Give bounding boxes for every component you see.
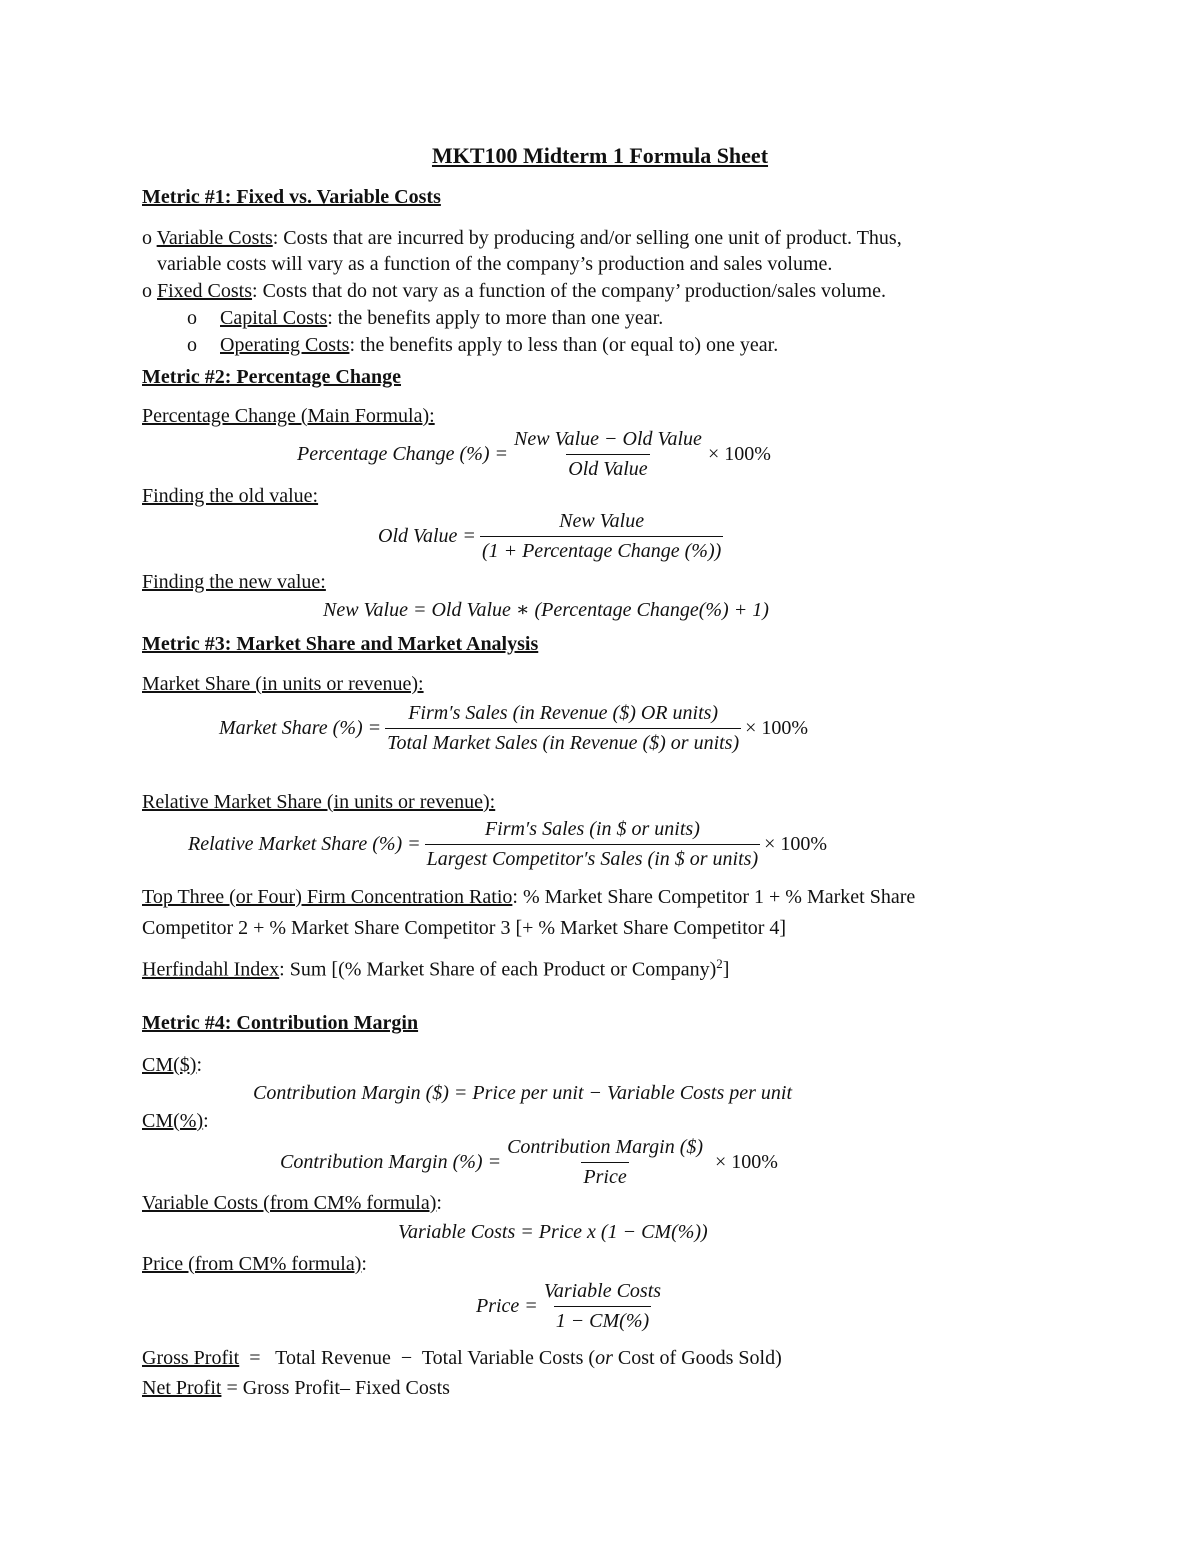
new-value-formula: New Value = Old Value ∗ (Percentage Change(%) + 1) [323,599,769,621]
percentage-change-label: Percentage Change (Main Formula): [142,405,435,427]
variable-costs-formula: Variable Costs = Price x (1 − CM(%)) [398,1221,708,1243]
cm-dollar-term: CM($) [142,1054,197,1076]
metric-2-heading: Metric #2: Percentage Change [142,366,401,388]
percentage-change-formula [297,428,771,481]
net-profit-text: = Gross Profit– Fixed Costs [221,1377,450,1399]
bullet: o [187,307,197,329]
colon: : [196,1054,203,1076]
variable-costs-term: Variable Costs [156,227,273,249]
numerator: Firm′s Sales (in Revenue ($) OR units) [408,702,719,724]
formula-lhs: Market Share (%) = [219,717,382,739]
price-formula-label [142,1254,367,1274]
metric-4-heading: Metric #4: Contribution Margin [142,1012,419,1034]
cm-percent-label [142,1111,209,1131]
net-profit-term: Net Profit [142,1377,222,1399]
variable-costs-formula-term: Variable Costs (from CM% formula) [142,1192,437,1214]
herfindahl-index-text: : Sum [(% Market Share of each Product or Company) [279,958,717,981]
denominator: Old Value [566,454,649,481]
operating-costs-definition [187,335,778,355]
formula-lhs: Contribution Margin (%) = [280,1151,502,1173]
operating-costs-text: : the benefits apply to less than (or equal to) one year. [349,334,779,356]
capital-costs-term: Capital Costs [220,307,328,329]
denominator: Largest Competitor′s Sales (in $ or units) [425,844,760,871]
metric-1-heading: Metric #1: Fixed vs. Variable Costs [142,186,441,208]
gross-profit-text: = Total Revenue − Total Variable Costs ( [239,1347,596,1369]
net-profit-definition [142,1378,450,1398]
fixed-costs-text: : Costs that do not vary as a function of the company’ production/sales volume. [252,280,886,302]
multiplier: × 100% [715,1151,778,1173]
relative-market-share-label: Relative Market Share (in units or revenue): [142,791,496,813]
bullet: o [142,280,152,302]
colon: : [203,1110,209,1132]
fraction [512,428,704,481]
variable-costs-definition [142,228,902,248]
numerator: Firm′s Sales (in $ or units) [484,818,700,840]
gross-profit-text-end: Cost of Goods Sold) [612,1347,782,1369]
numerator: Variable Costs [543,1280,662,1302]
bullet: o [187,334,197,356]
gross-profit-or: or [595,1347,613,1369]
concentration-ratio-definition [142,887,915,907]
contribution-margin-dollar-formula: Contribution Margin ($) = Price per unit − Variable Costs per unit [253,1082,793,1104]
denominator: Total Market Sales (in Revenue ($) or units) [385,728,741,755]
formula-lhs: Relative Market Share (%) = [188,833,421,855]
colon: : [436,1192,442,1214]
concentration-ratio-text: : % Market Share Competitor 1 + % Market Share [512,886,916,908]
new-value-label: Finding the new value: [142,571,326,593]
relative-market-share-formula [188,818,827,871]
numerator: New Value [559,510,645,532]
operating-costs-term: Operating Costs [220,334,350,356]
fraction [385,702,741,755]
metric-3-heading: Metric #3: Market Share and Market Analysis [142,633,539,655]
capital-costs-text: : the benefits apply to more than one year. [327,307,664,329]
numerator: New Value − Old Value [514,428,702,450]
formula-lhs: Percentage Change (%) = [297,443,509,465]
variable-costs-text-line2: variable costs will vary as a function of the company’s production and sales volume. [157,253,833,275]
concentration-ratio-term: Top Three (or Four) Firm Concentration Ratio [142,886,513,908]
concentration-ratio-text-line2: Competitor 2 + % Market Share Competitor 3 [+ % Market Share Competitor 4] [142,917,787,939]
bullet: o [142,227,152,249]
fixed-costs-definition [142,281,886,301]
capital-costs-definition [187,308,663,328]
variable-costs-formula-label [142,1193,442,1213]
old-value-label: Finding the old value: [142,485,319,507]
denominator: 1 − CM(%) [554,1306,651,1333]
market-share-label: Market Share (in units or revenue): [142,673,424,695]
formula-lhs: Old Value = [378,525,476,547]
numerator: Contribution Margin ($) [507,1136,704,1158]
fraction [480,510,723,563]
multiplier: × 100% [707,443,771,465]
fixed-costs-term: Fixed Costs [157,280,253,302]
multiplier: × 100% [745,717,809,739]
price-formula [476,1280,667,1333]
gross-profit-term: Gross Profit [142,1347,240,1369]
exponent: 2 [716,956,723,971]
denominator: (1 + Percentage Change (%)) [480,536,723,563]
page-title: MKT100 Midterm 1 Formula Sheet [431,143,769,168]
old-value-formula [378,510,727,563]
closing-bracket: ] [722,958,730,981]
formula-lhs: Price = [476,1295,538,1317]
cm-percent-term: CM(%) [142,1110,204,1132]
fraction [425,818,760,871]
multiplier: × 100% [764,833,828,855]
fraction [542,1280,663,1333]
fraction [505,1136,705,1189]
denominator: Price [581,1162,628,1189]
contribution-margin-percent-formula [280,1136,778,1189]
herfindahl-index-term: Herfindahl Index [142,958,280,981]
variable-costs-text: : Costs that are incurred by producing and/or selling one unit of product. Thus, [272,227,902,249]
colon: : [361,1253,367,1275]
price-formula-term: Price (from CM% formula) [142,1253,362,1275]
cm-dollar-label [142,1055,202,1075]
herfindahl-index-definition [142,957,729,980]
market-share-formula [219,702,808,755]
gross-profit-definition [142,1348,782,1368]
